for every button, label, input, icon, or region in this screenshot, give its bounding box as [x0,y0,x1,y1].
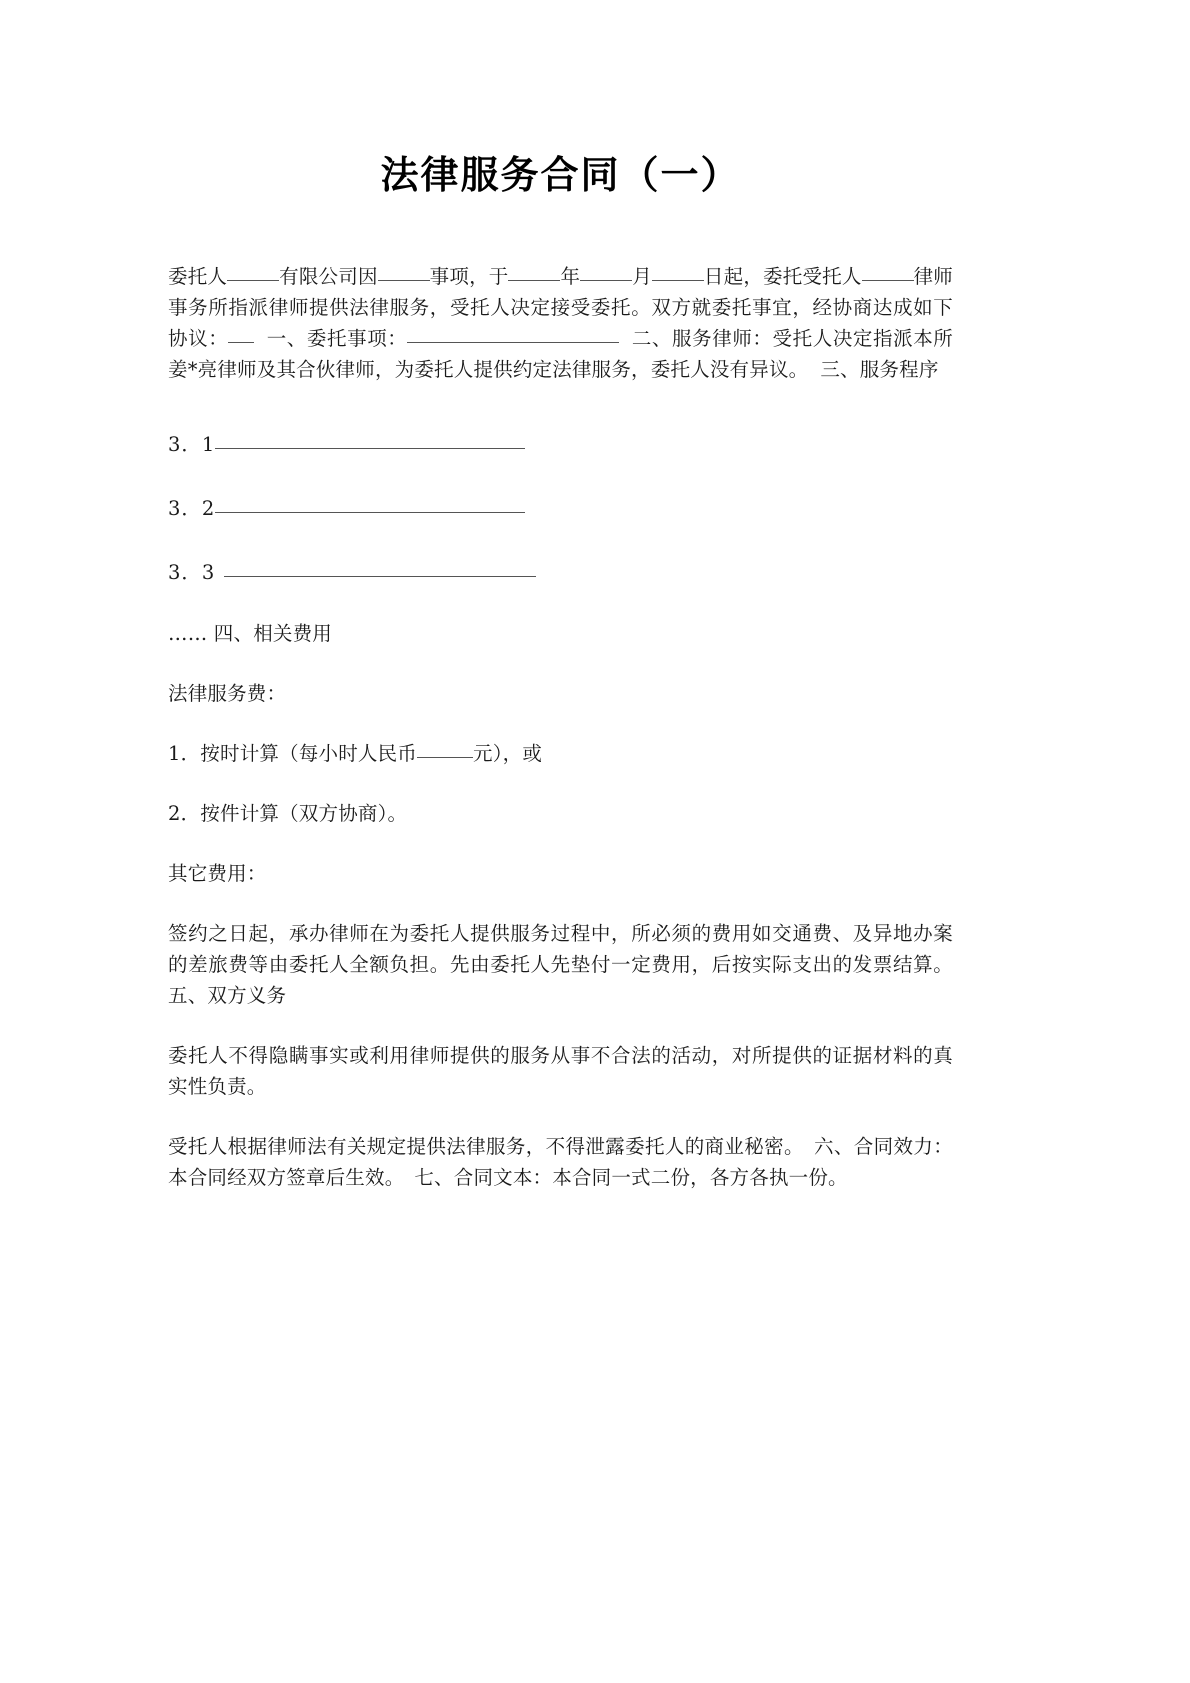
intro-paragraph [168,261,953,385]
fee-heading: 法律服务费： [168,682,287,706]
other-fee-body: 签约之日起，承办律师在为委托人提供服务过程中，所必须的费用如交通费、及异地办案的差旅费等由委托人全额负担。先由委托人先垫付一定费用，后按实际支出的发票结算。五、双方义务 [168,922,953,1008]
document-body [168,261,953,1193]
list-item [168,429,953,460]
intro-seg10: 三、服务程序 [820,358,939,382]
item-label-3-2: 3．2 [168,497,216,521]
intro-seg2: 有限公司因 [279,265,378,289]
section-four-heading: …… 四、相关费用 [168,622,332,646]
obligation-client: 委托人不得隐瞒事实或利用律师提供的服务从事不合法的活动，对所提供的证据材料的真实性负责。 [168,1044,953,1099]
intro-seg7: 律师事务所指派律师提供法律服务，受托人决定接受委托。双方就委托事宜，经协商达成如下协议： [168,265,953,351]
item-label-3-1: 3．1 [168,433,216,457]
list-item [168,493,953,524]
intro-seg5: 月 [632,265,652,289]
intro-seg4: 年 [560,265,581,289]
intro-seg9: 二、服务律师：受托人决定指派本所姜*亮律师及其合伙律师，为委托人提供约定法律服务，委托人没有异议。 [168,327,954,382]
blank-item-3-2[interactable] [215,512,525,513]
blank-month[interactable] [580,280,632,281]
intro-seg6: 日起，委托受托人 [703,265,862,289]
blank-hourly-rate[interactable] [417,757,473,758]
fee-item-per-case: 2．按件计算（双方协商）。 [168,802,408,826]
intro-seg8: 一、委托事项： [266,327,408,351]
blank-client-name[interactable] [227,280,279,281]
list-item [168,557,953,588]
blank-entrusted-matter[interactable] [407,342,619,343]
intro-seg3: 事项，于 [429,265,509,289]
blank-day[interactable] [652,280,704,281]
intro-seg1: 委托人 [168,265,228,289]
item-label-3-3: 3．3 [168,561,216,585]
other-fee-heading: 其它费用： [168,862,267,886]
blank-firm-name[interactable] [862,280,914,281]
blank-item-3-1[interactable] [215,448,525,449]
fee-item-hourly-pre: 1．按时计算（每小时人民币 [168,742,418,766]
blank-item-3-3[interactable] [224,576,536,577]
document-content [168,0,953,1193]
blank-agreement[interactable] [228,342,254,343]
page-title: 法律服务合同（一） [380,152,741,197]
blank-year[interactable] [508,280,560,281]
blank-matter[interactable] [378,280,430,281]
fee-item-hourly-post: 元），或 [473,742,543,766]
obligation-lawyer: 受托人根据律师法有关规定提供法律服务，不得泄露委托人的商业秘密。 六、合同效力：本合同经双方签章后生效。 七、合同文本：本合同一式二份，各方各执一份。 [168,1135,953,1190]
fee-item-hourly [168,738,953,769]
